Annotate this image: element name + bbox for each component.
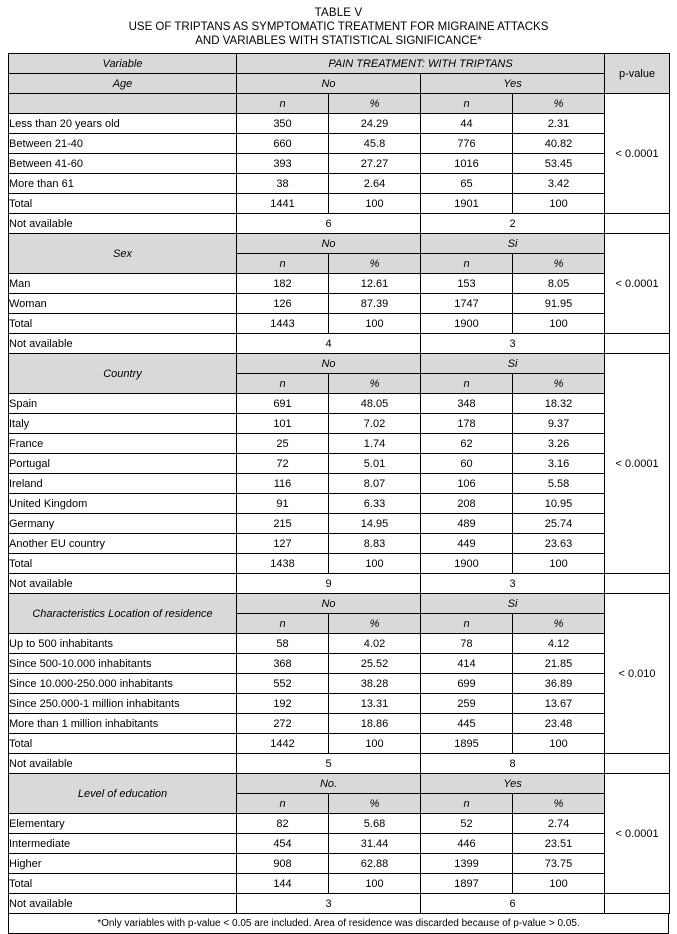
table-row (9, 694, 670, 714)
table-row (9, 814, 670, 834)
cell-no-pct: 4.02 (329, 634, 421, 654)
section-col-yes: Yes (421, 774, 605, 794)
table-row-not-available (9, 574, 670, 594)
cell-no-n: 91 (237, 494, 329, 514)
cell-yes-n: 178 (421, 414, 513, 434)
row-label: Between 41-60 (9, 154, 237, 174)
cell-yes-n: 1399 (421, 854, 513, 874)
cell-no-n: 350 (237, 114, 329, 134)
cell-no-pct: 18.86 (329, 714, 421, 734)
section-col-no: No (237, 354, 421, 374)
row-label: More than 1 million inhabitants (9, 714, 237, 734)
row-label: Since 10.000-250.000 inhabitants (9, 674, 237, 694)
cell-no-pct: 45.8 (329, 134, 421, 154)
row-label: Total (9, 734, 237, 754)
cell-yes-n: 78 (421, 634, 513, 654)
cell-no-n: 272 (237, 714, 329, 734)
cell-no-n: 192 (237, 694, 329, 714)
cell-yes-n: 106 (421, 474, 513, 494)
cell-no-pct: 100 (329, 194, 421, 214)
cell-no-pct: 2.64 (329, 174, 421, 194)
cell-yes-pct: 13.67 (513, 694, 605, 714)
row-label: Italy (9, 414, 237, 434)
cell-yes-n: 1016 (421, 154, 513, 174)
col-n: n (237, 374, 329, 394)
section-header-row (9, 594, 670, 614)
table-row-not-available (9, 334, 670, 354)
table-row (9, 154, 670, 174)
row-label: Elementary (9, 814, 237, 834)
cell-no-pct: 8.07 (329, 474, 421, 494)
cell-yes-n: 44 (421, 114, 513, 134)
table-header-row-3 (9, 94, 670, 114)
row-label: Germany (9, 514, 237, 534)
data-table (8, 53, 670, 914)
pvalue-cell: < 0.0001 (605, 354, 670, 574)
table-row-not-available (9, 894, 670, 914)
table-footnote: *Only variables with p-value < 0.05 are included. Area of residence was discarded because of p-value > 0.05. (8, 914, 669, 934)
cell-yes-pct: 100 (513, 874, 605, 894)
cell-yes-n: 60 (421, 454, 513, 474)
cell-yes-pct: 3.42 (513, 174, 605, 194)
cell-no-n: 908 (237, 854, 329, 874)
header-variable: Variable (9, 54, 237, 74)
section-header-row (9, 354, 670, 374)
col-pct: % (513, 374, 605, 394)
cell-no-n: 116 (237, 474, 329, 494)
cell-no-pct: 100 (329, 314, 421, 334)
cell-no-pct: 7.02 (329, 414, 421, 434)
table-row (9, 834, 670, 854)
cell-yes-n: 259 (421, 694, 513, 714)
cell-yes-n: 1747 (421, 294, 513, 314)
row-label: Not available (9, 894, 237, 914)
table-row (9, 714, 670, 734)
cell-no-pct: 5.01 (329, 454, 421, 474)
cell-yes-pct: 5.58 (513, 474, 605, 494)
table-row (9, 194, 670, 214)
table-row (9, 314, 670, 334)
cell-yes-n: 449 (421, 534, 513, 554)
cell-no-pct: 1.74 (329, 434, 421, 454)
col-n: n (421, 794, 513, 814)
cell-no-pct: 6.33 (329, 494, 421, 514)
cell-yes-pct: 23.48 (513, 714, 605, 734)
cell-yes-pct: 91.95 (513, 294, 605, 314)
cell-na-no: 6 (237, 214, 421, 234)
header-pvalue: p-value (605, 54, 670, 94)
table-caption (8, 6, 669, 48)
cell-yes-pct: 2.74 (513, 814, 605, 834)
cell-no-n: 393 (237, 154, 329, 174)
section-col-yes: Si (421, 234, 605, 254)
col-n: n (237, 614, 329, 634)
cell-yes-n: 1897 (421, 874, 513, 894)
section-col-no: No (237, 234, 421, 254)
table-row (9, 674, 670, 694)
cell-no-n: 1441 (237, 194, 329, 214)
cell-no-pct: 14.95 (329, 514, 421, 534)
cell-yes-n: 65 (421, 174, 513, 194)
row-label: Intermediate (9, 834, 237, 854)
cell-no-n: 660 (237, 134, 329, 154)
row-label: Ireland (9, 474, 237, 494)
cell-yes-pct: 4.12 (513, 634, 605, 654)
pvalue-cell: < 0.0001 (605, 234, 670, 334)
cell-no-n: 691 (237, 394, 329, 414)
table-row (9, 474, 670, 494)
cell-yes-pct: 100 (513, 734, 605, 754)
row-label: Not available (9, 754, 237, 774)
cell-yes-n: 489 (421, 514, 513, 534)
table-row (9, 394, 670, 414)
table-row (9, 854, 670, 874)
cell-yes-pct: 2.31 (513, 114, 605, 134)
table-row (9, 494, 670, 514)
row-label: Less than 20 years old (9, 114, 237, 134)
table-row (9, 534, 670, 554)
col-pct: % (329, 254, 421, 274)
section-col-no: No. (237, 774, 421, 794)
row-label: United Kingdom (9, 494, 237, 514)
cell-yes-pct: 23.51 (513, 834, 605, 854)
cell-na-no: 4 (237, 334, 421, 354)
cell-no-pct: 27.27 (329, 154, 421, 174)
cell-yes-pct: 100 (513, 194, 605, 214)
row-label: Portugal (9, 454, 237, 474)
cell-yes-pct: 73.75 (513, 854, 605, 874)
cell-yes-pct: 40.82 (513, 134, 605, 154)
table-row (9, 434, 670, 454)
cell-yes-n: 208 (421, 494, 513, 514)
col-pct: % (329, 374, 421, 394)
pvalue-cell: < 0.0001 (605, 94, 670, 214)
table-row-not-available (9, 754, 670, 774)
table-row-not-available (9, 214, 670, 234)
table-row (9, 554, 670, 574)
cell-yes-n: 62 (421, 434, 513, 454)
cell-yes-n: 1895 (421, 734, 513, 754)
col-pct: % (329, 614, 421, 634)
section-title: Country (9, 354, 237, 394)
cell-yes-pct: 25.74 (513, 514, 605, 534)
cell-no-pct: 62.88 (329, 854, 421, 874)
row-label: Man (9, 274, 237, 294)
row-label: Since 250.000-1 million inhabitants (9, 694, 237, 714)
cell-yes-pct: 10.95 (513, 494, 605, 514)
cell-no-n: 72 (237, 454, 329, 474)
cell-yes-pct: 100 (513, 554, 605, 574)
pvalue-spacer (605, 214, 670, 234)
cell-yes-n: 1901 (421, 194, 513, 214)
cell-yes-pct: 3.16 (513, 454, 605, 474)
col-n: n (237, 794, 329, 814)
spacer-cell (9, 94, 237, 114)
cell-no-n: 25 (237, 434, 329, 454)
cell-no-pct: 48.05 (329, 394, 421, 414)
cell-yes-pct: 3.26 (513, 434, 605, 454)
cell-no-pct: 24.29 (329, 114, 421, 134)
cell-no-n: 126 (237, 294, 329, 314)
cell-yes-n: 699 (421, 674, 513, 694)
caption-line-1: TABLE V (314, 7, 363, 19)
cell-no-n: 1438 (237, 554, 329, 574)
row-label: Up to 500 inhabitants (9, 634, 237, 654)
cell-no-n: 38 (237, 174, 329, 194)
section-col-yes: Si (421, 594, 605, 614)
cell-na-no: 5 (237, 754, 421, 774)
section-title: Sex (9, 234, 237, 274)
cell-no-pct: 12.61 (329, 274, 421, 294)
cell-no-n: 1443 (237, 314, 329, 334)
cell-no-n: 454 (237, 834, 329, 854)
row-label: Not available (9, 574, 237, 594)
cell-no-pct: 38.28 (329, 674, 421, 694)
col-n: n (237, 254, 329, 274)
cell-yes-n: 52 (421, 814, 513, 834)
table-header-row-2 (9, 74, 670, 94)
cell-yes-n: 445 (421, 714, 513, 734)
table-row (9, 274, 670, 294)
row-label: Total (9, 194, 237, 214)
cell-yes-pct: 53.45 (513, 154, 605, 174)
cell-no-pct: 8.83 (329, 534, 421, 554)
cell-yes-pct: 9.37 (513, 414, 605, 434)
cell-yes-pct: 21.85 (513, 654, 605, 674)
cell-yes-n: 446 (421, 834, 513, 854)
section-col-yes: Si (421, 354, 605, 374)
row-label: Since 500-10.000 inhabitants (9, 654, 237, 674)
row-label: Total (9, 554, 237, 574)
col-pct: % (329, 94, 421, 114)
row-label: Another EU country (9, 534, 237, 554)
row-label: Spain (9, 394, 237, 414)
cell-no-pct: 87.39 (329, 294, 421, 314)
cell-yes-pct: 18.32 (513, 394, 605, 414)
cell-na-no: 3 (237, 894, 421, 914)
cell-yes-n: 1900 (421, 314, 513, 334)
col-pct: % (513, 614, 605, 634)
table-row (9, 454, 670, 474)
cell-yes-pct: 23.63 (513, 534, 605, 554)
cell-no-pct: 100 (329, 874, 421, 894)
pvalue-cell: < 0.010 (605, 594, 670, 754)
cell-no-pct: 100 (329, 554, 421, 574)
header-pain-treatment: PAIN TREATMENT: WITH TRIPTANS (237, 54, 605, 74)
col-n: n (237, 94, 329, 114)
caption-line-3: AND VARIABLES WITH STATISTICAL SIGNIFICANCE* (195, 35, 482, 47)
section-title: Characteristics Location of residence (9, 594, 237, 634)
cell-yes-n: 776 (421, 134, 513, 154)
row-label: Total (9, 314, 237, 334)
cell-no-n: 58 (237, 634, 329, 654)
row-label: Woman (9, 294, 237, 314)
col-n: n (421, 374, 513, 394)
table-header-row-1 (9, 54, 670, 74)
caption-line-2: USE OF TRIPTANS AS SYMPTOMATIC TREATMENT FOR MIGRAINE ATTACKS (128, 21, 549, 33)
col-n: n (421, 94, 513, 114)
col-pct: % (513, 254, 605, 274)
section-col-no: No (237, 74, 421, 94)
row-label: France (9, 434, 237, 454)
cell-no-n: 82 (237, 814, 329, 834)
row-label: Total (9, 874, 237, 894)
col-pct: % (329, 794, 421, 814)
table-row (9, 174, 670, 194)
table-row (9, 514, 670, 534)
table-row (9, 414, 670, 434)
section-header-row (9, 234, 670, 254)
cell-yes-n: 348 (421, 394, 513, 414)
cell-na-yes: 3 (421, 574, 605, 594)
cell-no-n: 101 (237, 414, 329, 434)
cell-no-n: 144 (237, 874, 329, 894)
table-row (9, 734, 670, 754)
pvalue-cell: < 0.0001 (605, 774, 670, 894)
table-row (9, 294, 670, 314)
cell-na-yes: 3 (421, 334, 605, 354)
cell-no-n: 127 (237, 534, 329, 554)
cell-na-yes: 8 (421, 754, 605, 774)
cell-yes-pct: 36.89 (513, 674, 605, 694)
section-col-yes: Yes (421, 74, 605, 94)
row-label: Not available (9, 334, 237, 354)
section-col-no: No (237, 594, 421, 614)
cell-no-n: 215 (237, 514, 329, 534)
row-label: Between 21-40 (9, 134, 237, 154)
row-label: More than 61 (9, 174, 237, 194)
section-title: Level of education (9, 774, 237, 814)
col-pct: % (513, 794, 605, 814)
cell-no-pct: 25.52 (329, 654, 421, 674)
table-row (9, 634, 670, 654)
cell-no-n: 552 (237, 674, 329, 694)
cell-no-pct: 100 (329, 734, 421, 754)
row-label: Not available (9, 214, 237, 234)
cell-na-no: 9 (237, 574, 421, 594)
section-title: Age (9, 74, 237, 94)
cell-yes-n: 153 (421, 274, 513, 294)
cell-na-yes: 6 (421, 894, 605, 914)
cell-yes-pct: 8.05 (513, 274, 605, 294)
cell-no-pct: 13.31 (329, 694, 421, 714)
section-header-row (9, 774, 670, 794)
col-n: n (421, 254, 513, 274)
cell-yes-n: 414 (421, 654, 513, 674)
cell-no-n: 368 (237, 654, 329, 674)
col-pct: % (513, 94, 605, 114)
cell-yes-pct: 100 (513, 314, 605, 334)
cell-na-yes: 2 (421, 214, 605, 234)
row-label: Higher (9, 854, 237, 874)
col-n: n (421, 614, 513, 634)
cell-no-n: 182 (237, 274, 329, 294)
cell-no-n: 1442 (237, 734, 329, 754)
cell-no-pct: 5.68 (329, 814, 421, 834)
table-row (9, 114, 670, 134)
cell-yes-n: 1900 (421, 554, 513, 574)
table-row (9, 134, 670, 154)
cell-no-pct: 31.44 (329, 834, 421, 854)
table-row (9, 874, 670, 894)
table-row (9, 654, 670, 674)
